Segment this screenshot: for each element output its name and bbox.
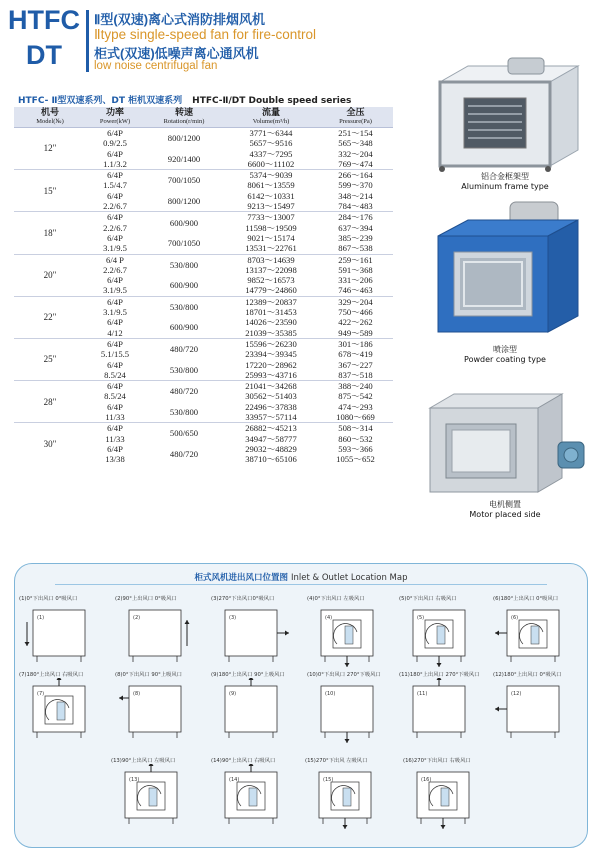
inlet-diagram-drawing [399,602,483,670]
table-row [14,128,393,149]
cell-rotation: 480/720 [144,338,224,359]
inlet-diagram-drawing [399,678,483,746]
table-row [14,170,393,191]
cell-pressure: 332～204 769～474 [338,148,373,169]
cell-volume: 26882～45213 34947～58777 [224,423,318,444]
cell-pressure: 385～239 867～538 [338,232,373,254]
inlet-diagram-drawing [307,678,391,746]
inlet-diagram-label: (9)180°上出风口 90°上吸风口 [211,672,285,678]
header-pressure: 全压 Pressure(Pa) [318,107,393,128]
cell-rotation: 920/1400 [167,153,201,164]
inlet-diagram [307,670,397,750]
cell-power: 6/4P 1.1/3.2 [103,148,127,169]
cell-rotation: 800/1200 [167,195,201,206]
cell-pressure: 508～314 860～532 [318,423,393,444]
inlet-diagram-label: (16)270°下出风口 右吸风口 [403,758,471,764]
cell-power: 6/4P 3.1/9.5 [103,275,127,296]
inlet-diagram-number: (1) [37,615,45,621]
inlet-diagram-number: (9) [229,691,237,697]
header-volume: 流量 Volume(m³/h) [224,107,318,128]
cell-power: 6/4P 1.5/4.7 [86,170,144,191]
inlet-map-title [15,571,587,583]
inlet-diagram-drawing [493,678,577,746]
cell-pressure: 329～204 750～466 [318,296,393,317]
inlet-diagram-number: (14) [229,777,240,783]
cell-power: 6/4P 0.9/2.5 [86,128,144,149]
cell-power: 6/4P 5.1/15.5 [86,338,144,359]
inlet-diagram-number: (4) [325,615,333,621]
cell-rotation: 530/800 [169,364,199,375]
inlet-diagram-drawing [115,678,199,746]
cell-volume: 3771～6344 5657～9516 [224,128,318,149]
cell-volume: 12389～20837 18701～31453 [224,296,318,317]
inlet-diagram-drawing [19,602,103,670]
caption-powder-cn: 喷涂型 [493,345,517,354]
inlet-diagram-label: (7)180°上出风口 右吸风口 [19,672,84,678]
spec-table [14,107,393,465]
inlet-diagram [305,756,395,836]
title-en-low-noise: low noise centrifugal fan [94,60,218,72]
series-title-en: HTFC-Ⅱ/DT Double speed series [192,96,352,106]
inlet-diagram-label: (3)270°下出风口0°吸风口 [211,596,275,602]
product-image-motor-side [420,388,590,498]
inlet-diagram-label: (11)180°上出风口 270°下吸风口 [399,672,480,678]
inlet-diagram-label: (2)90°上出风口 0°吸风口 [115,596,177,602]
inlet-diagram-number: (12) [511,691,522,697]
inlet-diagram [211,756,301,836]
inlet-map-title-cn: 柜式风机进出风口位置图 [194,573,289,583]
cell-volume: 5374～9039 8061～13559 [224,170,318,191]
cell-volume: 6142～10331 9213～15497 [247,190,295,212]
cell-rotation: 700/1050 [167,238,201,249]
cell-power: 6/4P 2.2/6.7 [103,190,127,212]
cell-pressure: 251～154 565～348 [318,128,393,149]
table-row [14,212,393,233]
cell-volume: 4337～7295 6600～11102 [247,148,295,169]
table-row [14,338,393,359]
cell-pressure: 284～176 637～394 [318,212,393,233]
table-row [14,254,393,275]
header-model: 机号 Model(№) [14,107,86,128]
cell-model: 25" [14,338,86,380]
cell-pressure: 593～366 1055～652 [336,443,375,465]
inlet-diagram-drawing [493,602,577,670]
product-image-aluminum [420,54,590,174]
cell-volume: 21041～34268 30562～51403 [224,381,318,402]
title-cn-cabinet-fan: 柜式(双速)低噪声离心通风机 [94,46,259,61]
cell-model: 28" [14,381,86,423]
cell-volume: 29032～48829 38710～65106 [245,443,297,465]
inlet-diagram [399,594,489,674]
inlet-diagram-number: (16) [421,777,432,783]
product-image-powder [420,200,590,340]
inlet-diagram [115,670,205,750]
caption-powder [420,345,590,365]
cell-power: 6/4P 11/33 [86,423,144,444]
cell-volume: 14026～23590 21039～35385 [245,317,297,338]
cell-pressure: 388～240 875～542 [318,381,393,402]
cell-rotation: 600/900 [169,322,199,333]
inlet-diagram-label: (10)0°下出风口 270°下吸风口 [307,672,381,678]
cell-rotation: 600/900 [144,212,224,233]
inlet-diagram-number: (3) [229,615,237,621]
cell-rotation: 600/900 [169,280,199,291]
cell-rotation: 530/800 [169,406,199,417]
caption-powder-en: Powder coating type [464,355,546,364]
cell-volume: 8703～14639 13137～22098 [224,254,318,275]
inlet-diagram-label: (1)0°下出风口 0°吸风口 [19,596,78,602]
inlet-outlet-map-panel [14,563,588,848]
inlet-diagram [111,756,201,836]
inlet-diagram [493,670,583,750]
cell-volume: 9021～15174 13531～22761 [245,232,297,254]
cell-volume: 15596～26230 23394～39345 [224,338,318,359]
inlet-diagram-drawing [211,602,295,670]
inlet-map-title-rule [55,584,547,585]
inlet-diagram [403,756,493,836]
inlet-diagram [399,670,489,750]
cell-power: 6/4P 4/12 [107,317,123,338]
title-en-fire-control: Ⅱtype single-speed fan for fire-control [94,27,317,42]
table-header-row [14,107,393,128]
inlet-diagram-label: (6)180°上出风口 0°吸风口 [493,596,559,602]
inlet-diagram [307,594,397,674]
cell-pressure: 301～186 678～419 [318,338,393,359]
title-cn-fire-control: Ⅱ型(双速)离心式消防排烟风机 [94,12,266,27]
cell-model: 20" [14,254,86,296]
cell-model: 30" [14,423,86,465]
inlet-diagram-label: (14)90°上出风口 右吸风口 [211,758,276,764]
inlet-diagram-number: (2) [133,615,141,621]
inlet-diagram-number: (10) [325,691,336,697]
cell-power: 6/4P 8.5/24 [104,359,126,380]
caption-motor-side-cn: 电机侧置 [489,500,521,509]
inlet-diagram-number: (7) [37,691,45,697]
inlet-diagram-number: (13) [129,777,140,783]
cell-pressure: 474～293 1080～669 [336,401,375,423]
cell-pressure: 367～227 837～518 [338,359,373,380]
inlet-diagram [211,670,301,750]
inlet-diagram-drawing [305,764,389,832]
table-row [14,381,393,402]
inlet-diagram-label: (12)180°上出风口 0°吸风口 [493,672,562,678]
caption-motor-side-en: Motor placed side [469,510,541,519]
spec-table-body [14,128,393,465]
cell-volume: 7733～13007 11598～19509 [224,212,318,233]
model-code-dt: DT [26,40,62,70]
inlet-diagram-drawing [307,602,391,670]
cell-rotation: 480/720 [144,381,224,402]
cell-model: 12" [14,128,86,170]
cell-rotation: 480/720 [169,449,199,460]
inlet-map-title-en: Inlet & Outlet Location Map [291,573,408,583]
cell-pressure: 331～206 746～463 [338,275,373,296]
inlet-diagram [19,670,109,750]
inlet-diagram-drawing [115,602,199,670]
inlet-diagram [115,594,205,674]
cell-rotation: 700/1050 [144,170,224,191]
header-rotation: 转速 Rotation(r/min) [144,107,224,128]
cell-rotation: 800/1200 [144,128,224,149]
cell-model: 15" [14,170,86,212]
inlet-diagram-number: (8) [133,691,141,697]
cell-volume: 9852～16573 14779～24860 [245,275,297,296]
model-code-htfc: HTFC [8,5,80,35]
inlet-diagram-label: (5)0°下出风口 右吸风口 [399,596,457,602]
header-power: 功率 Power(kW) [86,107,144,128]
cell-power: 6/4P 8.5/24 [86,381,144,402]
caption-aluminum-en: Aluminum frame type [461,182,549,191]
caption-motor-side [420,500,590,520]
cell-power: 6/4 P 2.2/6.7 [86,254,144,275]
cell-volume: 22496～37838 33957～57114 [245,401,297,423]
cell-pressure: 422～262 949～589 [338,317,373,338]
cell-rotation: 530/800 [144,296,224,317]
cell-power: 6/4P 3.1/9.5 [103,232,127,254]
cell-model: 22" [14,296,86,338]
inlet-diagram-number: (15) [323,777,334,783]
inlet-diagram-number: (5) [417,615,425,621]
cell-pressure: 266～164 599～370 [318,170,393,191]
inlet-diagram-number: (11) [417,691,428,697]
cell-pressure: 259～161 591～368 [318,254,393,275]
inlet-diagram-drawing [403,764,487,832]
table-row [14,423,393,444]
inlet-diagram-drawing [211,678,295,746]
caption-aluminum-cn: 铝合金框架型 [481,172,529,181]
cell-rotation: 500/650 [144,423,224,444]
inlet-diagram-label: (13)90°上出风口 左吸风口 [111,758,176,764]
series-title [18,93,351,106]
inlet-diagram-drawing [19,678,103,746]
inlet-diagram-label: (8)0°下出风口 90°上吸风口 [115,672,182,678]
cell-model: 18" [14,212,86,254]
inlet-diagram-label: (15)270°下出风 左吸风口 [305,758,368,764]
caption-aluminum [420,172,590,192]
cell-power: 6/4P 2.2/6.7 [86,212,144,233]
inlet-diagram [19,594,109,674]
cell-power: 6/4P 13/38 [105,443,125,465]
cell-power: 6/4P 11/33 [105,401,125,423]
inlet-diagram-label: (4)0°下出风口 左吸风口 [307,596,365,602]
cell-volume: 17220～28962 25993～43716 [245,359,297,380]
cell-pressure: 348～214 784～483 [338,190,373,212]
series-title-cn: HTFC- Ⅱ型双速系列、DT 柜机双速系列 [18,96,183,106]
cell-power: 6/4P 3.1/9.5 [86,296,144,317]
inlet-diagram-drawing [211,764,295,832]
inlet-diagram-drawing [111,764,195,832]
inlet-diagram [493,594,583,674]
cell-rotation: 530/800 [144,254,224,275]
header-divider [86,10,89,72]
inlet-diagram [211,594,301,674]
table-row [14,296,393,317]
inlet-diagram-number: (6) [511,615,519,621]
